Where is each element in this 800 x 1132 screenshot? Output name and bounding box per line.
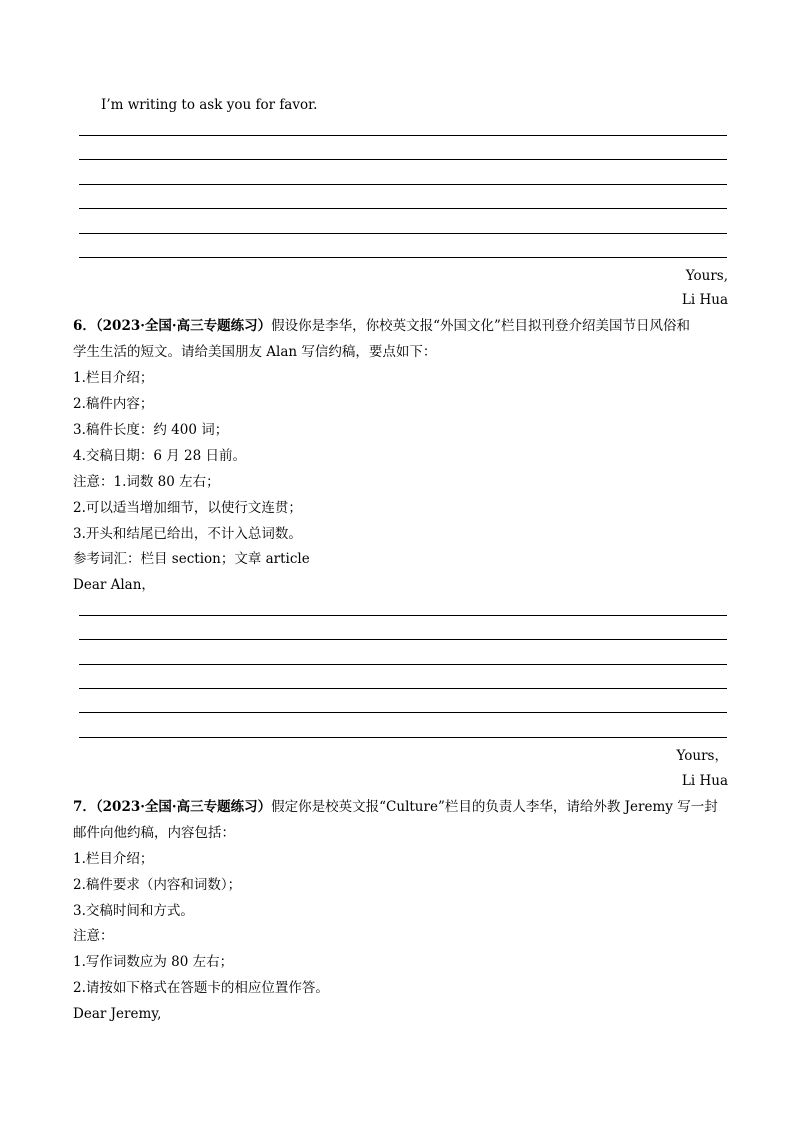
vocab-hint: 参考词汇：栏目 section；文章 article [73, 551, 310, 567]
question-text-continued: 学生生活的短文。请给美国朋友 Alan 写信约稿，要点如下： [73, 344, 437, 360]
closing-yours: Yours, [685, 268, 728, 284]
question-source: （2023·全国·高三专题练习） [95, 799, 272, 815]
point-item: 2.稿件要求（内容和词数）； [73, 877, 242, 893]
question-text-continued: 邮件向他约稿，内容包括： [73, 825, 235, 841]
point-item: 3.稿件长度：约 400 词； [73, 422, 229, 438]
question-text: 假定你是校英文报“Culture”栏目的负责人李华，请给外教 Jeremy 写一封 [271, 799, 718, 815]
point-item: 2.稿件内容； [73, 396, 154, 412]
letter-opening-line: I’m writing to ask you for favor. [101, 97, 318, 113]
answer-line[interactable] [79, 208, 727, 209]
note-item: 3.开头和结尾已给出，不计入总词数。 [73, 526, 302, 542]
note-item: 2.请按如下格式在答题卡的相应位置作答。 [73, 980, 329, 996]
question-6-heading [73, 317, 690, 335]
answer-line[interactable] [79, 737, 727, 738]
answer-line[interactable] [79, 712, 727, 713]
answer-line[interactable] [79, 639, 727, 640]
question-text: 假设你是李华，你校英文报“外国文化”栏目拟刊登介绍美国节日风俗和 [271, 318, 690, 334]
question-number: 7． [73, 799, 96, 815]
closing-yours: Yours， [676, 748, 728, 764]
note-item: 注意： [73, 928, 114, 944]
question-number: 6． [73, 318, 96, 334]
note-item: 1.写作词数应为 80 左右； [73, 954, 234, 970]
note-item: 注意：1.词数 80 左右； [73, 474, 220, 490]
answer-line[interactable] [79, 615, 727, 616]
point-item: 4.交稿日期：6 月 28 日前。 [73, 448, 247, 464]
question-7-heading [73, 798, 718, 816]
letter-salutation: Dear Alan， [73, 577, 155, 593]
point-item: 1.栏目介绍； [73, 370, 154, 386]
answer-line[interactable] [79, 233, 727, 234]
closing-signature: Li Hua [681, 773, 728, 789]
closing-signature: Li Hua [681, 292, 728, 308]
question-source: （2023·全国·高三专题练习） [95, 318, 272, 334]
note-item: 2.可以适当增加细节，以使行文连贯； [73, 500, 302, 516]
letter-salutation: Dear Jeremy, [73, 1006, 162, 1022]
point-item: 3.交稿时间和方式。 [73, 903, 194, 919]
answer-line[interactable] [79, 688, 727, 689]
point-item: 1.栏目介绍； [73, 851, 154, 867]
answer-line[interactable] [79, 257, 727, 258]
answer-line[interactable] [79, 135, 727, 136]
answer-line[interactable] [79, 159, 727, 160]
answer-line[interactable] [79, 184, 727, 185]
answer-line[interactable] [79, 664, 727, 665]
